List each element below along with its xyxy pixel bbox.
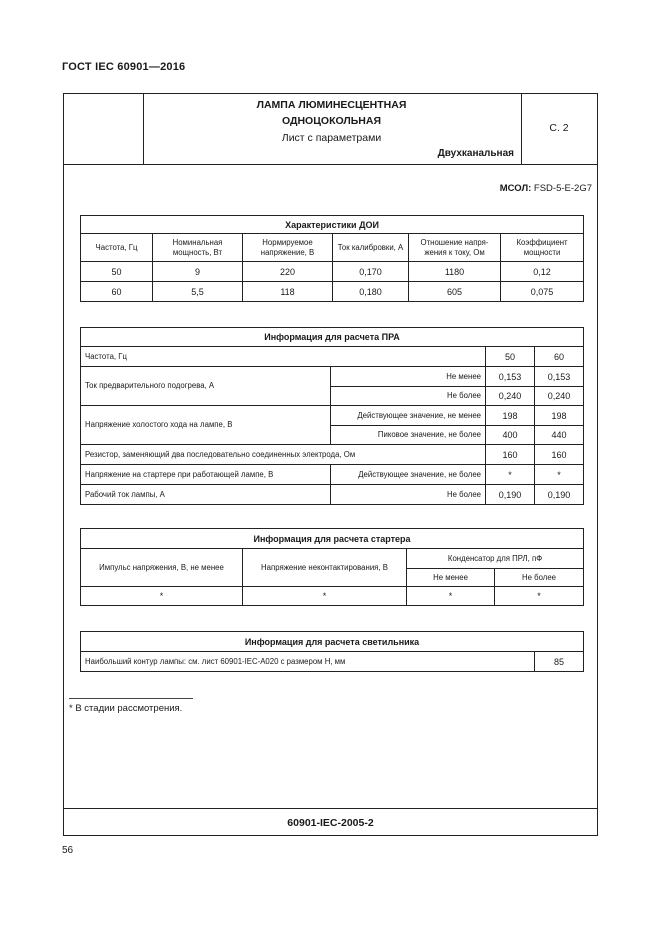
pra-resistor-label: Резистор, заменяющий два последовательно соединенных электрода, Ом [81, 445, 486, 465]
pra-preheat-max-label: Не более [331, 387, 486, 406]
table-cell: 0,240 [486, 387, 535, 406]
luminaire-contour-label: Наибольший контур лампы: см. лист 60901-IEC-A020 с размером H, мм [81, 652, 535, 672]
table-cell: * [243, 587, 407, 606]
table-cell: 400 [486, 426, 535, 445]
pra-preheat-min-label: Не менее [331, 367, 486, 387]
table-cell: 60 [81, 282, 153, 302]
pra-ocv-label: Напряжение холостого хода на лампе, В [81, 406, 331, 445]
table-cell: 0,075 [501, 282, 584, 302]
starter-table [80, 528, 584, 606]
msol-value: FSD-5-E-2G7 [533, 183, 592, 194]
table-cell: 0,190 [486, 485, 535, 505]
table-cell: 198 [535, 406, 584, 426]
table-row [81, 445, 584, 465]
table-cell: 5,5 [153, 282, 243, 302]
table-cell: 605 [409, 282, 501, 302]
footnote-rule [69, 698, 193, 699]
doi-col-header: Частота, Гц [81, 234, 153, 262]
starter-col-cap-min: Не менее [407, 569, 495, 587]
table-row [81, 485, 584, 505]
table-cell: 440 [535, 426, 584, 445]
table-cell: 0,240 [535, 387, 584, 406]
pra-preheat-label: Ток предварительного подогрева, А [81, 367, 331, 406]
luminaire-table-title: Информация для расчета светильника [81, 632, 584, 652]
luminaire-contour-value: 85 [535, 652, 584, 672]
table-cell: 160 [486, 445, 535, 465]
table-cell: 50 [81, 262, 153, 282]
pra-frequency-50: 50 [486, 347, 535, 367]
pra-current-condition: Не более [331, 485, 486, 505]
starter-col-voltage: Напряжение неконтактирования, В [243, 549, 407, 587]
lamp-type: Двухканальная [437, 148, 514, 159]
doi-table [80, 215, 584, 302]
table-cell: * [81, 587, 243, 606]
table-row [81, 587, 584, 606]
doi-table-title: Характеристики ДОИ [81, 216, 584, 234]
header-title-line2: ОДНОЦОКОЛЬНАЯ [281, 115, 382, 127]
table-row [81, 652, 584, 672]
footer-top-rule [64, 808, 597, 809]
table-row [81, 406, 584, 426]
table-cell: 0,153 [535, 367, 584, 387]
footnote: * В стадии рассмотрения. [69, 703, 183, 714]
table-row [81, 347, 584, 367]
doi-col-header: Нормируемое напряжение, В [243, 234, 333, 262]
doi-col-header: Коэффициент мощности [501, 234, 584, 262]
table-row [81, 367, 584, 387]
page-number: 56 [62, 845, 74, 856]
table-cell: * [495, 587, 584, 606]
table-cell: 220 [243, 262, 333, 282]
pra-current-label: Рабочий ток лампы, А [81, 485, 331, 505]
table-cell: * [535, 465, 584, 485]
header-subtitle: Лист с параметрами [281, 132, 382, 144]
pra-starter-voltage-condition: Действующее значение, не более [331, 465, 486, 485]
doi-col-header: Номинальная мощность, Вт [153, 234, 243, 262]
document-code: 60901-IEC-2005-2 [287, 817, 374, 829]
starter-table-title: Информация для расчета стартера [81, 529, 584, 549]
doi-col-header: Ток калибровки, А [333, 234, 409, 262]
table-row [81, 262, 584, 282]
luminaire-table [80, 631, 584, 672]
table-row [81, 282, 584, 302]
pra-ocv-peak-label: Пиковое значение, не более [331, 426, 486, 445]
table-cell: * [407, 587, 495, 606]
sheet-label: С. 2 [549, 122, 569, 134]
table-cell: 0,170 [333, 262, 409, 282]
table-cell: 160 [535, 445, 584, 465]
table-cell: 0,180 [333, 282, 409, 302]
pra-table-title: Информация для расчета ПРА [81, 328, 584, 347]
table-cell: 9 [153, 262, 243, 282]
table-cell: 1180 [409, 262, 501, 282]
document-standard: ГОСТ IEC 60901—2016 [62, 61, 186, 73]
table-cell: 118 [243, 282, 333, 302]
starter-col-capacitor: Конденсатор для ПРЛ, пФ [407, 549, 584, 569]
pra-frequency-label: Частота, Гц [81, 347, 486, 367]
pra-ocv-rms-label: Действующее значение, не менее [331, 406, 486, 426]
pra-starter-voltage-label: Напряжение на стартере при работающей лампе, В [81, 465, 331, 485]
msol-designation [500, 183, 592, 194]
header-title-line1: ЛАМПА ЛЮМИНЕСЦЕНТНАЯ [256, 99, 407, 111]
table-cell: 0,12 [501, 262, 584, 282]
pra-table [80, 327, 584, 505]
pra-frequency-60: 60 [535, 347, 584, 367]
table-row [81, 465, 584, 485]
table-cell: * [486, 465, 535, 485]
table-cell: 0,190 [535, 485, 584, 505]
starter-header-row [81, 549, 584, 569]
table-cell: 198 [486, 406, 535, 426]
doi-col-header: Отношение напря-жения к току, Ом [409, 234, 501, 262]
starter-col-cap-max: Не более [495, 569, 584, 587]
table-cell: 0,153 [486, 367, 535, 387]
msol-label: МСОЛ: [499, 183, 532, 194]
header-bottom-rule [64, 164, 597, 165]
doi-header-row [81, 234, 584, 262]
starter-col-pulse: Импульс напряжения, В, не менее [81, 549, 243, 587]
